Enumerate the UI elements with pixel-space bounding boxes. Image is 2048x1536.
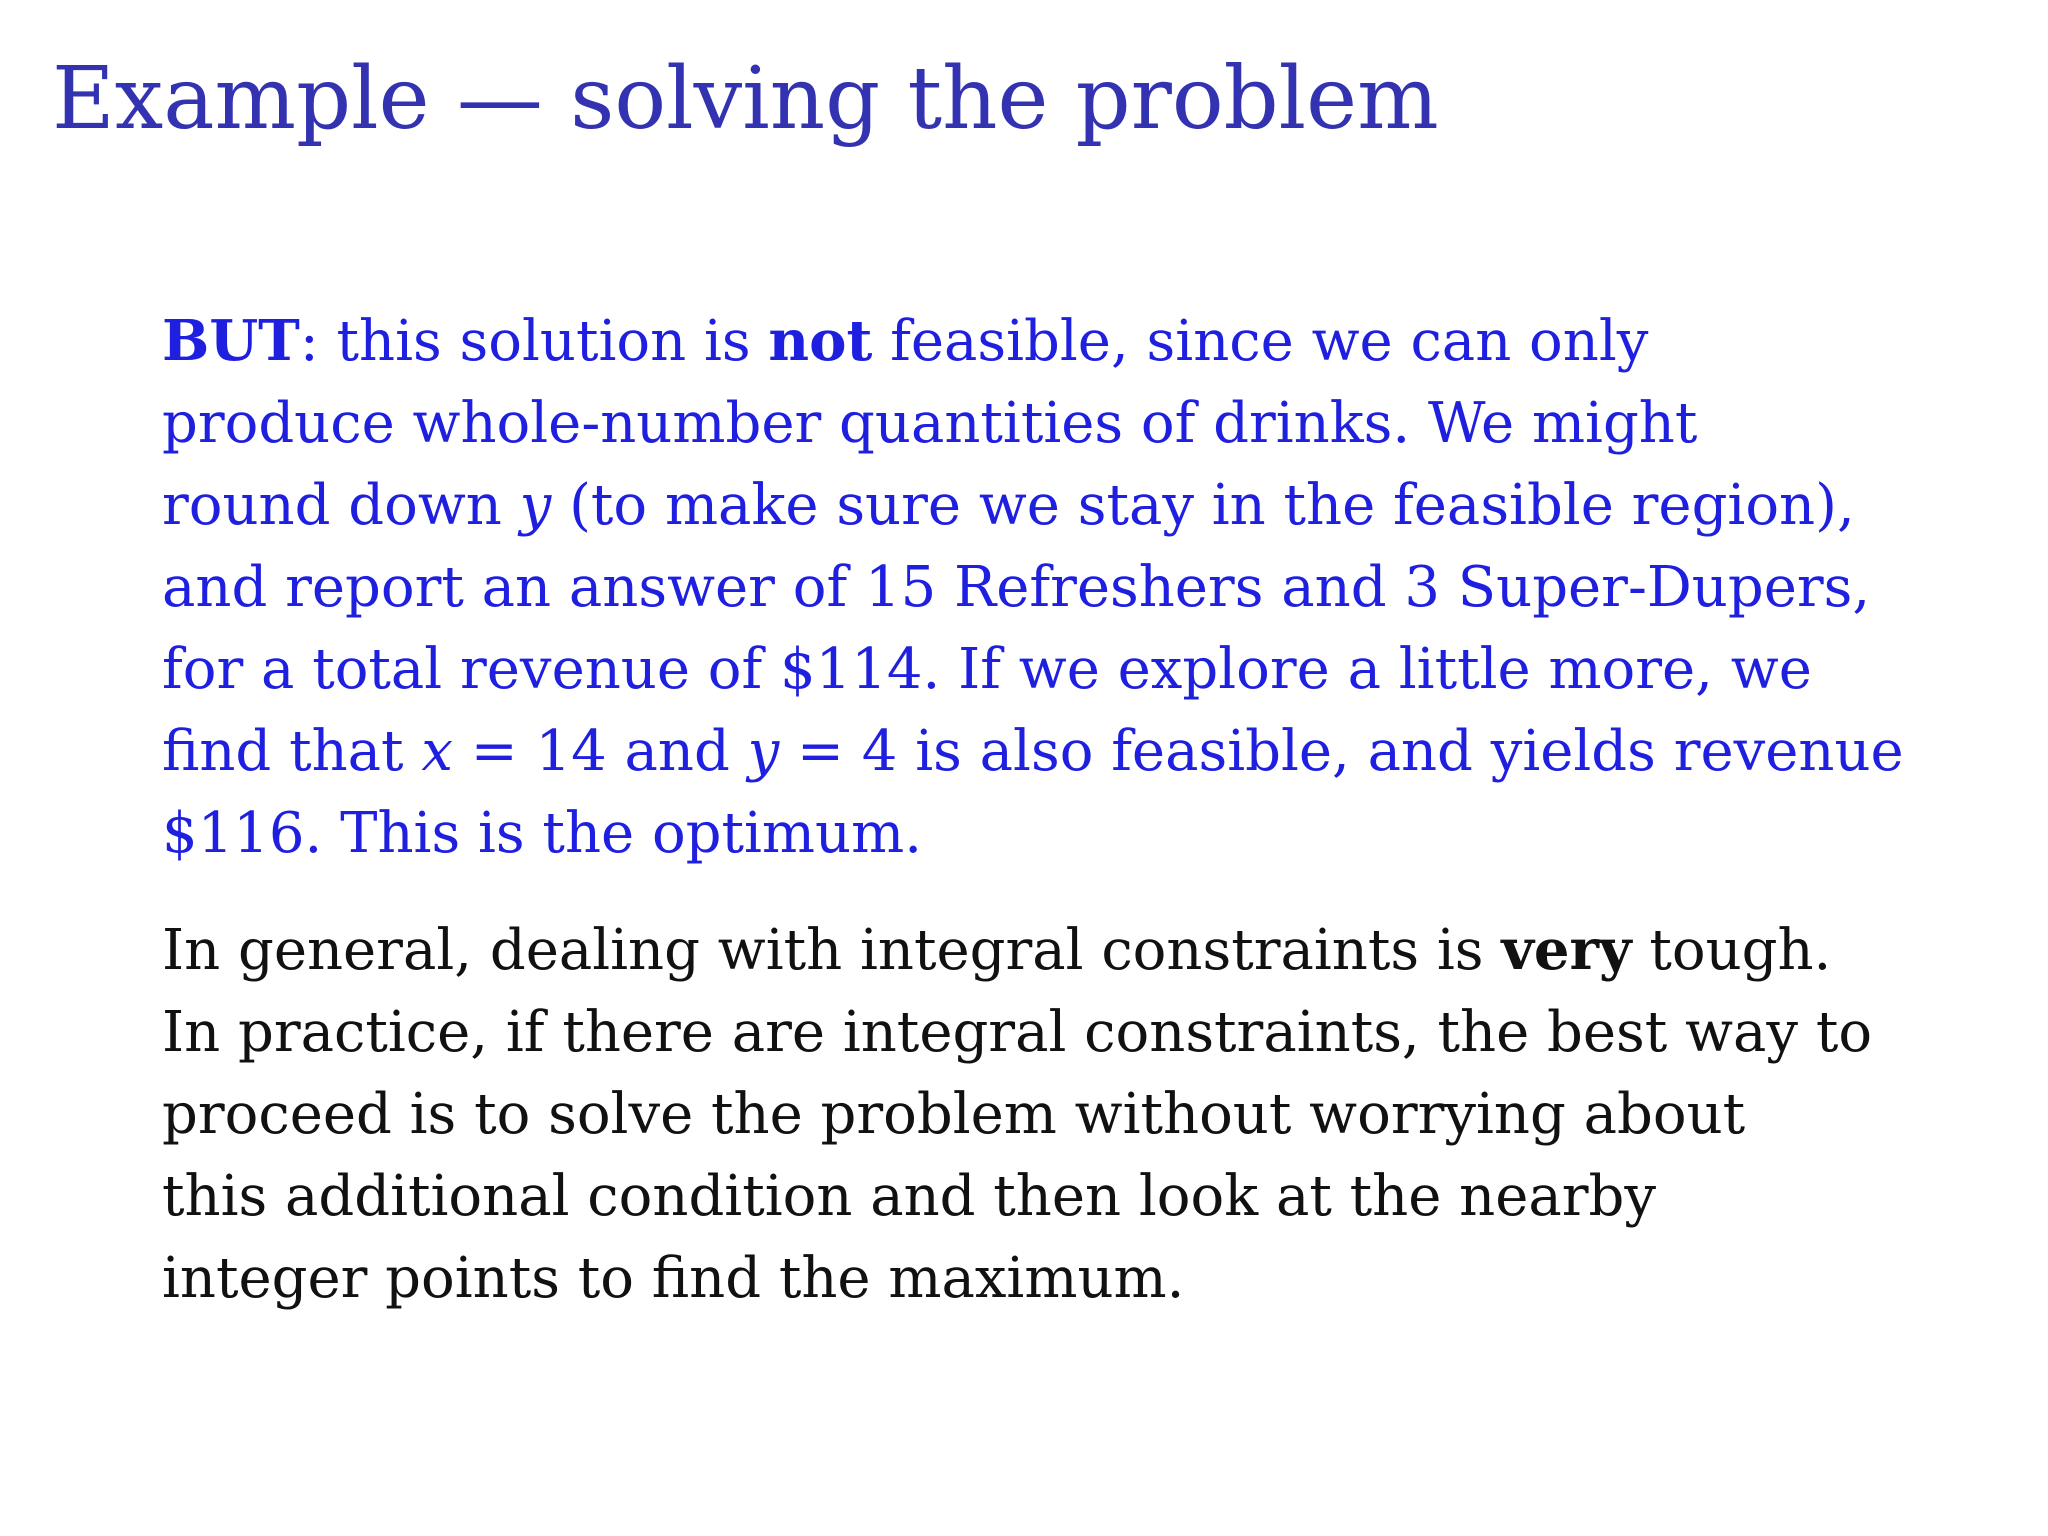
para2-text-2: tough. In practice, if there are integral constraints, the best way to proceed is to solve the problem without worrying about this additional condition and then look at the nearby integer points to find the maximum. [162, 918, 1873, 1311]
slide-title: Example — solving the problem [52, 49, 1439, 149]
para1-text-5: = 4 is also feasible, and yields revenue $116. This is the optimum. [162, 719, 1904, 866]
para2-text-1: In general, dealing with integral constraints is [162, 918, 1502, 983]
slide-body [162, 300, 1962, 1320]
para1-text-4: = 14 and [452, 719, 748, 784]
paragraph-rounding-solution [162, 300, 1962, 875]
variable-y: y [747, 719, 780, 784]
very-emphasis: very [1501, 917, 1632, 983]
para1-text-2: feasible, since we can only produce whole-number quantities of drinks. We might round down [162, 309, 1698, 538]
para1-text-1: : this solution is [299, 309, 769, 374]
variable-y: y [519, 473, 552, 538]
not-emphasis: not [768, 308, 873, 374]
para1-text-3: (to make sure we stay in the feasible region), and report an answer of 15 Refreshers and 3 Super-Dupers, for a total revenue of $114. If we explore a little more, we find that [162, 473, 1871, 784]
but-emphasis: BUT [162, 308, 300, 374]
paragraph-integral-constraints [162, 909, 1962, 1320]
variable-x: x [421, 719, 453, 784]
